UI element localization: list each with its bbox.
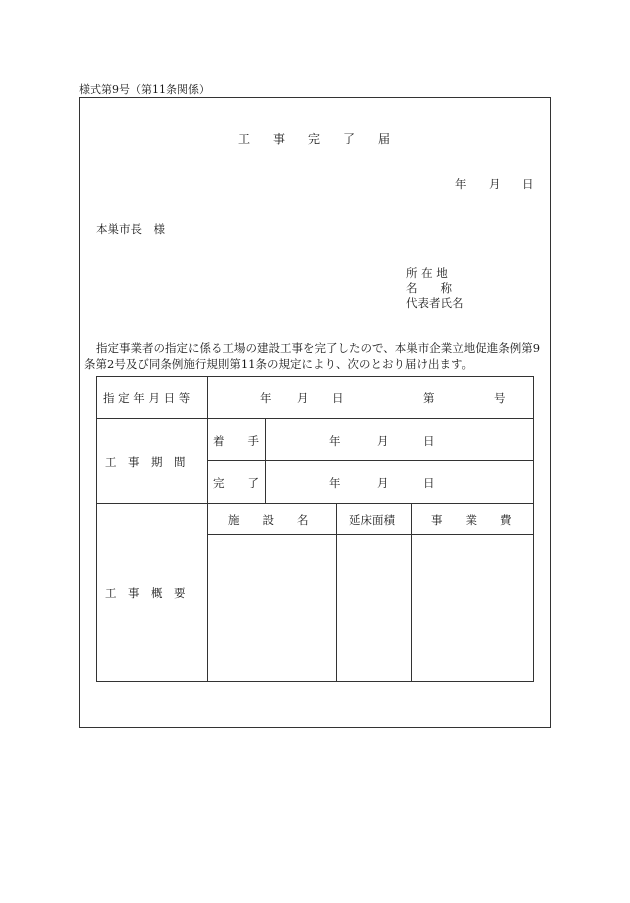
row-divider — [97, 503, 533, 504]
date-day-label: 日 — [522, 177, 534, 191]
floor-area-header: 延床面積 — [349, 513, 395, 527]
document-title: 工事完了届 — [238, 132, 414, 146]
period-end-label: 完 了 — [213, 476, 259, 490]
column-divider — [336, 503, 337, 681]
column-divider — [411, 503, 412, 681]
body-line-1: 指定事業者の指定に係る工場の建設工事を完了したので、本巣市企業立地促進条例第9 — [96, 341, 541, 355]
end-day-label: 日 — [423, 476, 435, 490]
column-divider — [265, 418, 266, 503]
designation-month-label: 月 — [297, 391, 309, 405]
designation-number-suffix: 号 — [494, 391, 506, 405]
start-day-label: 日 — [423, 434, 435, 448]
end-year-label: 年 — [329, 476, 341, 490]
form-number-label: 様式第9号（第11条関係） — [79, 83, 210, 96]
project-cost-header: 事 業 費 — [431, 513, 512, 527]
date-year-label: 年 — [455, 177, 467, 191]
applicant-representative-label: 代表者氏名 — [406, 296, 464, 310]
facility-name-header: 施 設 名 — [228, 513, 309, 527]
designation-day-label: 日 — [332, 391, 344, 405]
designation-number-prefix: 第 — [423, 391, 435, 405]
date-month-label: 月 — [489, 177, 501, 191]
designation-year-label: 年 — [260, 391, 272, 405]
row-divider — [207, 534, 533, 535]
period-start-label: 着 手 — [213, 434, 259, 448]
start-month-label: 月 — [377, 434, 389, 448]
row-divider — [207, 460, 533, 461]
applicant-name-label: 名 称 — [406, 281, 452, 295]
addressee: 本巣市長 様 — [96, 222, 165, 236]
body-line-2: 条第2号及び同条例施行規則第11条の規定により、次のとおり届け出ます。 — [84, 357, 474, 371]
applicant-address-label: 所 在 地 — [406, 266, 448, 280]
start-year-label: 年 — [329, 434, 341, 448]
construction-period-label: 工 事 期 間 — [105, 455, 186, 469]
details-table — [96, 376, 534, 682]
end-month-label: 月 — [377, 476, 389, 490]
construction-overview-label: 工 事 概 要 — [105, 586, 186, 600]
column-divider — [207, 377, 208, 681]
designation-date-label: 指 定 年 月 日 等 — [103, 391, 191, 405]
row-divider — [97, 418, 533, 419]
body-paragraph — [84, 340, 546, 372]
